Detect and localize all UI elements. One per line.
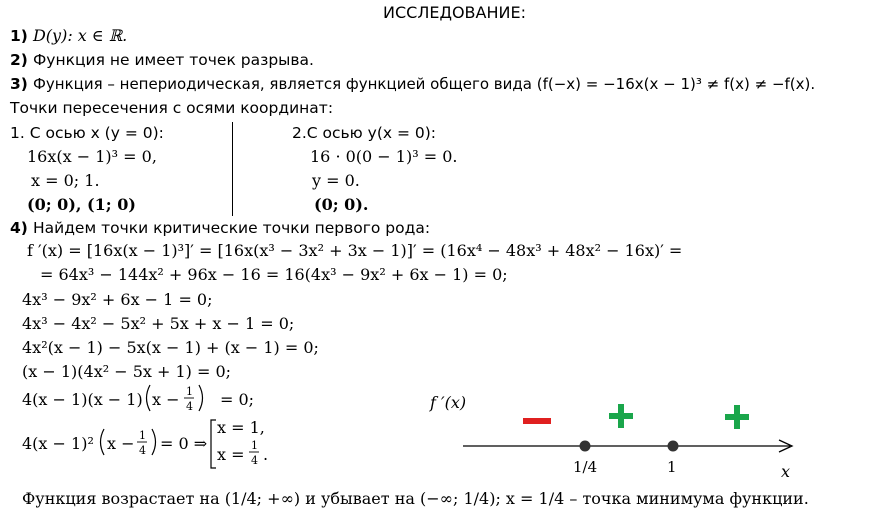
derivative-line-2: = 64x³ − 144x² + 96x − 16 = 16(4x³ − 9x² + 6x − 1) = 0;: [40, 265, 508, 284]
y-axis-point: (0; 0).: [314, 195, 369, 214]
critical-point-one: [668, 441, 679, 452]
fraction-numerator: 1: [251, 439, 258, 452]
axis-label-x: x: [781, 462, 791, 481]
item-number: 2): [10, 51, 28, 69]
step-4-text: Найдем точки критические точки первого рода:: [32, 219, 431, 237]
equation-4: (x − 1)(4x² − 5x + 1) = 0;: [22, 362, 232, 381]
conclusion: Функция возрастает на (1/4; +∞) и убывает на (−∞; 1/4); x = 1/4 – точка минимума функции.: [22, 489, 809, 508]
derivative-label: f ′(x): [430, 393, 467, 412]
plus-sign: [725, 405, 749, 429]
derivative-line-1: f ′(x) = [16x(x − 1)³]′ = [16x(x³ − 3x² + 3x − 1)]′ = (16x⁴ − 48x³ + 48x² − 16x)′ =: [27, 241, 683, 260]
fraction-numerator: 1: [186, 385, 193, 398]
y-axis-solution: y = 0.: [312, 171, 360, 190]
intersections-heading: Точки пересечения с осями координат:: [10, 99, 334, 117]
system-eq-2-end: .: [263, 445, 269, 464]
plus-sign: [609, 404, 633, 428]
right-paren: [199, 385, 203, 411]
system-eq-2: x =: [217, 445, 245, 464]
x-axis-solution: x = 0; 1.: [31, 171, 100, 190]
left-paren: [101, 429, 105, 455]
fraction-denominator: 4: [186, 400, 193, 413]
page-title: ИССЛЕДОВАНИЕ:: [383, 3, 526, 22]
minus-sign: [523, 418, 551, 424]
equation-5-left: 4(x − 1)(x − 1): [22, 390, 143, 409]
equation-6-factor: x −: [107, 434, 135, 453]
continuity-text: Функция не имеет точек разрыва.: [32, 51, 314, 69]
y-axis-equation: 16 · 0(0 − 1)³ = 0.: [310, 147, 458, 166]
fraction-denominator: 4: [139, 444, 146, 457]
point-label-quarter: 1/4: [573, 458, 598, 476]
domain-text: D(y): x ∈ ℝ.: [32, 26, 128, 45]
point-label-one: 1: [667, 458, 677, 476]
equation-1: 4x³ − 9x² + 6x − 1 = 0;: [22, 290, 213, 309]
critical-point-quarter: [580, 441, 591, 452]
fraction-denominator: 4: [251, 454, 258, 467]
right-paren: [152, 429, 156, 455]
parity-text: Функция – непериодическая, является функцией общего вида (f(−x) = −16x(x − 1)³ ≠ f(x) ≠ −f(x).: [32, 75, 816, 93]
equation-3: 4x²(x − 1) − 5x(x − 1) + (x − 1) = 0;: [22, 338, 319, 357]
equation-5-factor: x −: [152, 390, 180, 409]
system-bracket: [211, 420, 216, 468]
item-number: 3): [10, 75, 28, 93]
item-number: 1): [10, 27, 28, 45]
fraction-numerator: 1: [139, 429, 146, 442]
left-paren: [147, 385, 151, 411]
item-number: 4): [10, 219, 28, 237]
x-axis-equation: 16x(x − 1)³ = 0,: [27, 147, 157, 166]
x-axis-points: (0; 0), (1; 0): [27, 195, 136, 214]
equation-6-left: 4(x − 1)²: [22, 434, 94, 453]
equation-2: 4x³ − 4x² − 5x² + 5x + x − 1 = 0;: [22, 314, 295, 333]
y-axis-heading: 2.С осью y(x = 0):: [292, 124, 437, 142]
equation-6-right: = 0 ⇒: [160, 434, 208, 453]
equation-5-right: = 0;: [220, 390, 255, 409]
system-eq-1: x = 1,: [217, 418, 265, 437]
x-axis-heading: 1. С осью x (y = 0):: [10, 124, 164, 142]
